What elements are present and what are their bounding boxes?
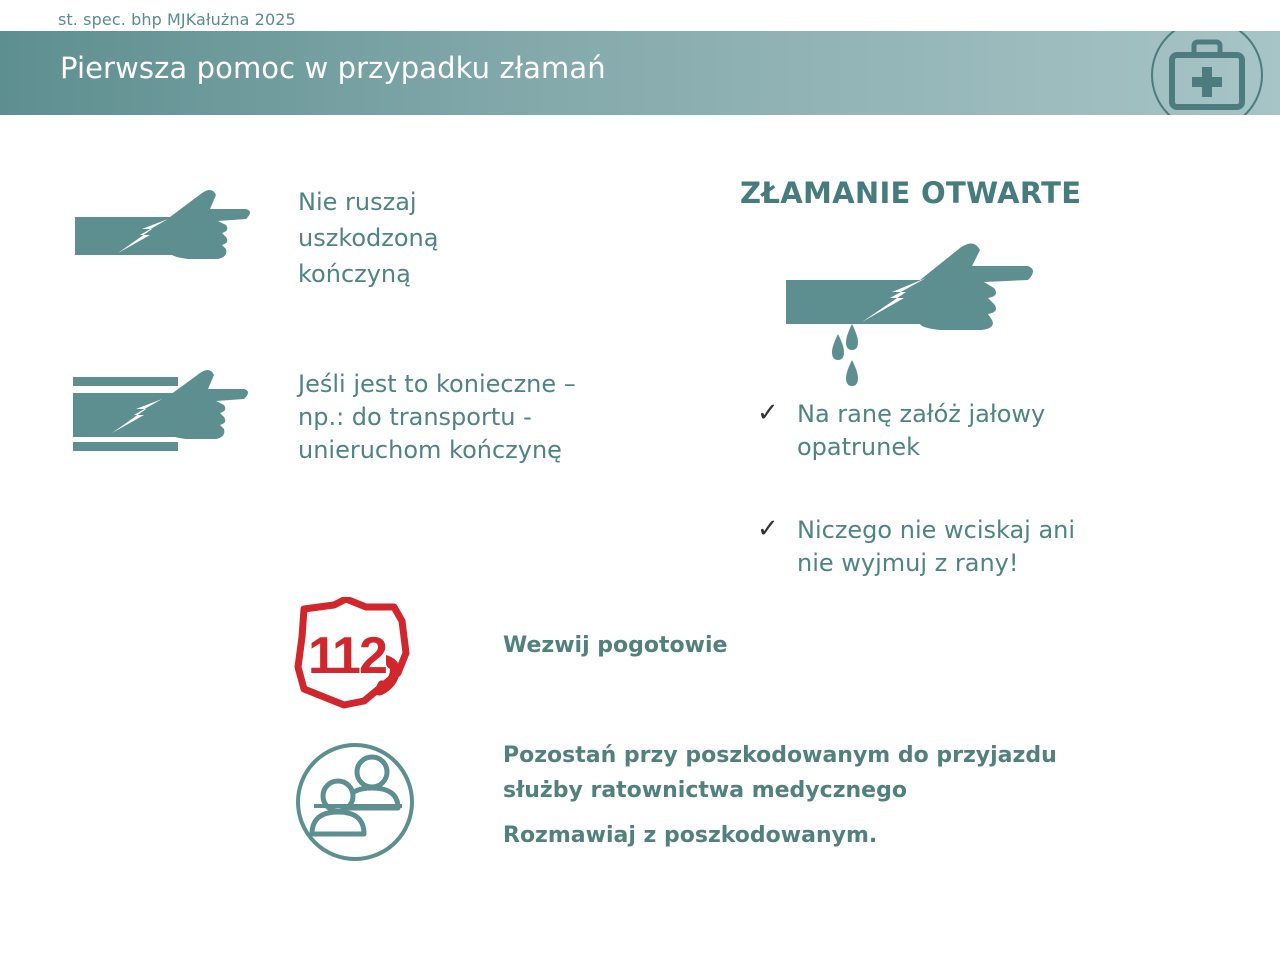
checklist-text xyxy=(797,398,1045,464)
checklist-item-sterile-dressing xyxy=(757,398,1157,468)
instruction-immobilize xyxy=(298,368,576,467)
text-line: np.: do transportu - xyxy=(298,403,532,431)
text-line: Niczego nie wciskaj ani xyxy=(797,516,1076,544)
first-aid-kit-icon xyxy=(1150,31,1280,115)
text-line: uszkodzoną xyxy=(298,224,439,252)
text-line: Nie ruszaj xyxy=(298,188,417,216)
people-icon xyxy=(294,740,416,864)
text-line: Na ranę załóż jałowy xyxy=(797,400,1046,428)
emergency-number: 112 xyxy=(308,627,386,685)
text-line: służby ratownictwa medycznego xyxy=(503,778,907,803)
text-line: Jeśli jest to konieczne – xyxy=(298,370,576,398)
checklist-item-do-not-touch-wound xyxy=(757,514,1157,584)
text-line: kończyną xyxy=(298,260,411,288)
text-line: unieruchom kończynę xyxy=(298,436,562,464)
author-credit: st. spec. bhp MJKałużna 2025 xyxy=(58,10,296,29)
splinted-arm-icon xyxy=(70,365,255,455)
page-title: Pierwsza pomoc w przypadku złamań xyxy=(60,51,606,85)
instruction-do-not-move xyxy=(298,184,438,292)
checklist-text xyxy=(797,514,1075,580)
call-ambulance-text: Wezwij pogotowie xyxy=(503,633,728,658)
emergency-112-icon xyxy=(294,597,414,709)
text-line: opatrunek xyxy=(797,433,920,461)
text-line: nie wyjmuj z rany! xyxy=(797,549,1019,577)
checkmark-icon: ✓ xyxy=(757,398,779,428)
broken-arm-icon xyxy=(70,185,255,265)
bleeding-broken-arm-icon xyxy=(780,236,1045,391)
title-banner xyxy=(0,31,1280,115)
checkmark-icon: ✓ xyxy=(757,514,779,544)
open-fracture-title: ZŁAMANIE OTWARTE xyxy=(740,176,1082,210)
talk-to-victim-text: Rozmawiaj z poszkodowanym. xyxy=(503,823,878,848)
text-line: Pozostań przy poszkodowanym do przyjazdu xyxy=(503,743,1057,768)
stay-with-victim-text xyxy=(503,738,1057,808)
